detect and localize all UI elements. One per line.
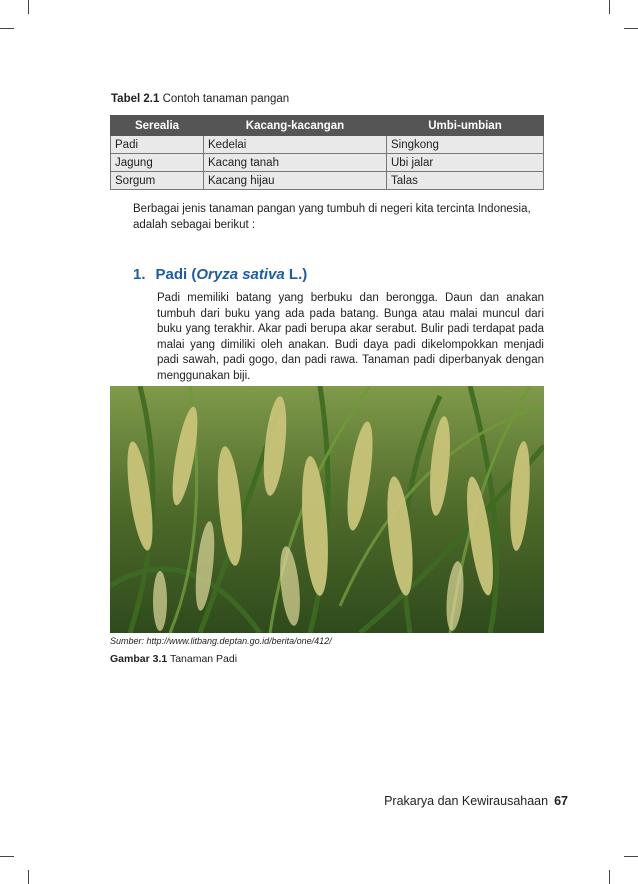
- food-crops-table: [110, 115, 544, 190]
- table-cell: Kacang tanah: [204, 154, 387, 172]
- table-cell: Kacang hijau: [204, 172, 387, 190]
- section-number: 1.: [133, 266, 146, 283]
- table-header: Umbi-umbian: [387, 116, 544, 136]
- table-header: Serealia: [111, 116, 204, 136]
- table-cell: Talas: [387, 172, 544, 190]
- section-heading: [133, 266, 307, 283]
- crop-mark: [28, 870, 29, 884]
- table-caption: [111, 93, 289, 105]
- table-caption-text: Contoh tanaman pangan: [162, 93, 290, 105]
- table-header: Kacang-kacangan: [204, 116, 387, 136]
- crop-mark: [624, 856, 638, 857]
- crop-mark: [0, 856, 14, 857]
- rice-plant-illustration: [110, 386, 544, 633]
- figure-caption-label: Gambar 3.1: [110, 653, 168, 665]
- rice-plant-photo: [110, 386, 544, 633]
- book-title: Prakarya dan Kewirausahaan: [384, 794, 549, 808]
- intro-paragraph: Berbagai jenis tanaman pangan yang tumbuh di negeri kita tercinta Indonesia, adalah sebagai berikut :: [133, 203, 531, 231]
- figure-source: Sumber: http://www.litbang.deptan.go.id/berita/one/412/: [110, 636, 332, 646]
- crop-mark: [609, 870, 610, 884]
- table-cell: Jagung: [111, 154, 204, 172]
- section-title-suffix: L.): [284, 266, 308, 283]
- padi-description: Padi memiliki batang yang berbuku dan berongga. Daun dan anakan tumbuh dari buku yang ada pada batang. Bunga atau malai muncul dari buku yang terakhir. Akar padi berupa akar serabut. Bulir padi terdapat pada malai yang dimiliki oleh anakan. Budi daya padi dikelompokkan menjadi padi sawah, padi gogo, dan padi rawa. Tanaman padi diperbanyak dengan menggunakan biji.: [157, 292, 544, 382]
- table-cell: Singkong: [387, 136, 544, 154]
- table-row: [111, 154, 544, 172]
- page-number: 67: [554, 794, 568, 808]
- crop-mark: [0, 28, 14, 29]
- crop-mark: [624, 28, 638, 29]
- crop-mark: [609, 0, 610, 14]
- page-footer: [384, 794, 568, 808]
- crop-mark: [28, 0, 29, 14]
- table-cell: Kedelai: [204, 136, 387, 154]
- table-cell: Padi: [111, 136, 204, 154]
- section-title-prefix: Padi (: [155, 266, 197, 283]
- figure-caption-text: Tanaman Padi: [169, 653, 238, 665]
- table-row: [111, 136, 544, 154]
- table-cell: Sorgum: [111, 172, 204, 190]
- figure-caption: [110, 653, 237, 665]
- section-title-latin: Oryza sativa: [196, 266, 285, 283]
- table-row: [111, 172, 544, 190]
- table-cell: Ubi jalar: [387, 154, 544, 172]
- table-caption-label: Tabel 2.1: [111, 93, 160, 105]
- table-header-row: [111, 116, 544, 136]
